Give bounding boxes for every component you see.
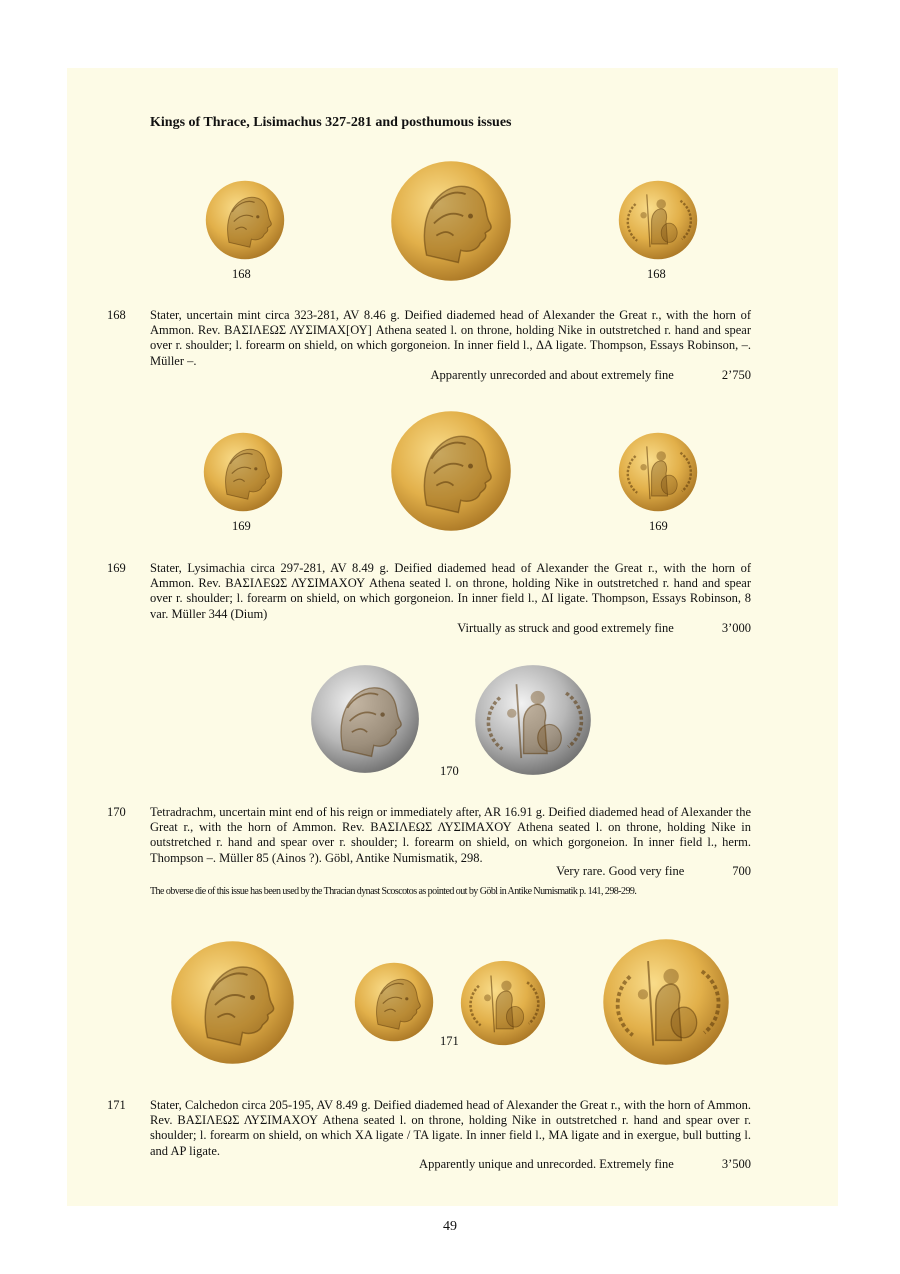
- coin-171-reverse-small: [460, 960, 546, 1046]
- lot-number: 171: [107, 1098, 126, 1112]
- lot-description: Tetradrachm, uncertain mint end of his reign or immediately after, AR 16.91 g. Deified diademed head of Alexander the Great r., with the horn of Ammon. Rev. ΒΑΣΙΛΕΩΣ ΛΥΣΙΜΑΧΟΥ Athena seated l. on throne, holding Nike in outstretched r. hand and spear over r. shoulder; l. forearm on shield, on which gorgoneion. In inner field l., herm. Thompson –. Müller 85 (Ainos ?). Göbl, Antike Numismatik, 298.: [150, 805, 751, 865]
- photo-label: 168: [647, 267, 666, 281]
- section-title: Kings of Thrace, Lisimachus 327-281 and posthumous issues: [150, 115, 512, 130]
- lot-number: 170: [107, 805, 126, 819]
- lot-estimate: 2’750: [721, 368, 751, 382]
- coin-171-reverse-large: [602, 938, 730, 1066]
- coin-168-obverse-small: [205, 180, 285, 260]
- page-number: 49: [443, 1219, 457, 1234]
- photo-label: 170: [440, 764, 459, 778]
- lot-grade: Virtually as struck and good extremely fine: [457, 621, 674, 635]
- lot-description: Stater, Calchedon circa 205-195, AV 8.49 g. Deified diademed head of Alexander the Great r., with the horn of Ammon. Rev. ΒΑΣΙΛΕΩΣ ΛΥΣΙΜΑΧΟΥ Athena seated l. on throne, holding Nike in outstretched r. hand and spear over r. shoulder; l. forearm on shield, on which XA ligate / TA ligate. In inner field l., MA ligate and in exergue, bull butting l. and AP ligate.: [150, 1098, 751, 1158]
- coin-169-obverse-large: [390, 410, 512, 532]
- lot-estimate: 3’000: [721, 621, 751, 635]
- lot-description: Stater, Lysimachia circa 297-281, AV 8.49 g. Deified diademed head of Alexander the Great r., with the horn of Ammon. Rev. ΒΑΣΙΛΕΩΣ ΛΥΣΙΜΑΧΟΥ Athena seated l. on throne, holding Nike in outstretched r. hand and spear over r. shoulder; l. forearm on shield, on which gorgoneion. In inner field l., ΔI ligate. Thompson, Essays Robinson, 8 var. Müller 344 (Dium): [150, 561, 751, 621]
- lot-price-line: [150, 368, 751, 383]
- lot-grade: Apparently unrecorded and about extremely fine: [430, 368, 674, 382]
- coin-170-reverse: [474, 664, 592, 776]
- photo-label: 169: [649, 519, 668, 533]
- lot-price-line: [150, 621, 751, 636]
- lot-grade: Apparently unique and unrecorded. Extremely fine: [419, 1157, 674, 1171]
- lot-number: 169: [107, 561, 126, 575]
- lot-number: 168: [107, 308, 126, 322]
- photo-label: 169: [232, 519, 251, 533]
- coin-171-obverse-large: [170, 940, 295, 1065]
- lot-estimate: 700: [732, 864, 751, 878]
- lot-price-line: [150, 864, 751, 879]
- coin-169-reverse: [618, 432, 698, 512]
- coin-168-reverse: [618, 180, 698, 260]
- lot-grade: Very rare. Good very fine: [556, 864, 685, 878]
- lot-estimate: 3’500: [721, 1157, 751, 1171]
- lot-note: The obverse die of this issue has been used by the Thracian dynast Scoscotos as pointed out by Göbl in Antike Numismatik p. 141, 298-299.: [150, 886, 637, 897]
- photo-label: 171: [440, 1034, 459, 1048]
- lot-description: Stater, uncertain mint circa 323-281, AV 8.46 g. Deified diademed head of Alexander the Great r., with the horn of Ammon. Rev. ΒΑΣΙΛΕΩΣ ΛΥΣΙΜΑΧ[ΟΥ] Athena seated l. on throne, holding Nike in outstretched r. hand and spear over r. shoulder; l. forearm on shield, on which gorgoneion. In inner field l., ΔA ligate. Thompson, Essays Robinson, –. Müller –.: [150, 308, 751, 368]
- coin-171-obverse-small: [354, 962, 434, 1042]
- coin-168-obverse-large: [390, 160, 512, 282]
- coin-169-obverse-small: [203, 432, 283, 512]
- photo-label: 168: [232, 267, 251, 281]
- lot-price-line: [150, 1157, 751, 1172]
- coin-170-obverse: [310, 664, 420, 774]
